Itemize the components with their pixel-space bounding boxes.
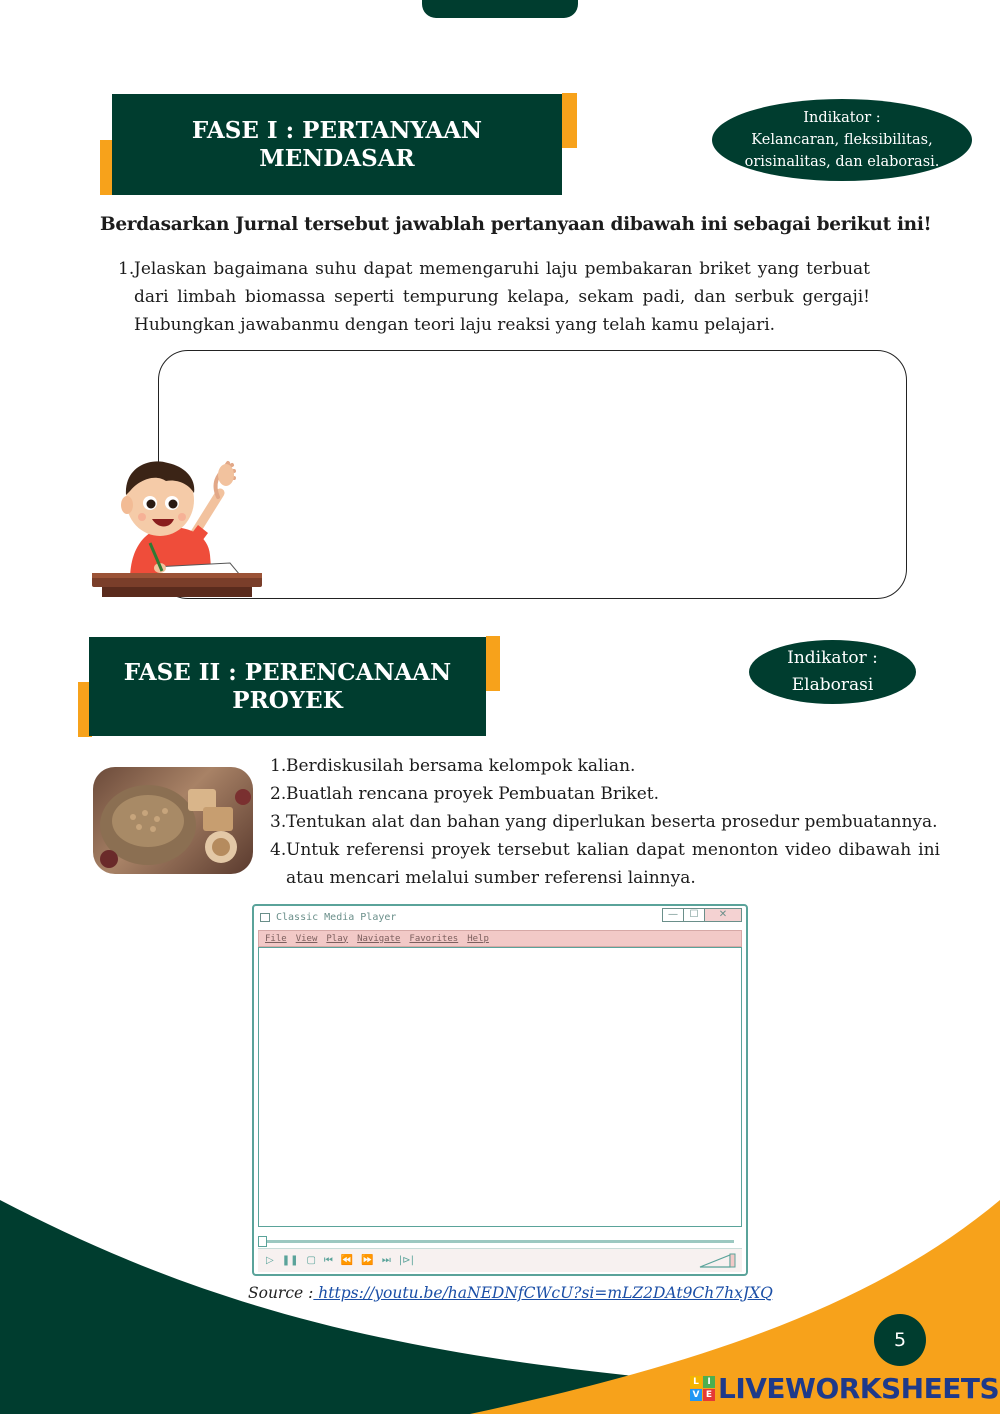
phase2-indicator-badge xyxy=(749,640,916,704)
task-item-1 xyxy=(270,752,940,780)
phase2-title-line1: FASE II : PERENCANAAN xyxy=(123,658,452,686)
seek-handle[interactable] xyxy=(258,1236,267,1247)
task-item-4 xyxy=(270,836,940,892)
liveworksheets-blocks-icon xyxy=(690,1376,715,1401)
source-label: Source : xyxy=(248,1284,314,1302)
fast-forward-icon[interactable]: ⏩ xyxy=(361,1255,374,1266)
task-list xyxy=(270,752,940,892)
phase2-title-line2: PROYEK xyxy=(232,686,343,714)
skip-forward-icon[interactable]: ⏭ xyxy=(381,1255,391,1266)
phase2-indicator-label: Indikator : xyxy=(787,648,878,668)
task-item-3 xyxy=(270,808,940,836)
phase1-title-line2: MENDASAR xyxy=(259,144,415,172)
video-screen[interactable] xyxy=(258,947,742,1227)
frame-step-icon[interactable]: |⊳| xyxy=(398,1255,414,1266)
player-controls xyxy=(258,1248,742,1272)
menu-favorites[interactable]: Favorites xyxy=(409,933,459,944)
phase1-indicator-badge xyxy=(712,99,972,181)
question-1-number: 1. xyxy=(118,259,135,279)
liveworksheets-wordmark: LIVEWORKSHEETS xyxy=(718,1372,1000,1405)
answer-box-question-1[interactable] xyxy=(158,350,907,599)
logo-letter: V xyxy=(690,1389,702,1401)
player-title: Classic Media Player xyxy=(276,911,397,923)
phase1-title-line1: FASE I : PERTANYAAN xyxy=(191,116,483,144)
logo-letter: E xyxy=(703,1389,715,1401)
top-tab-decoration xyxy=(422,0,578,18)
close-button[interactable]: ✕ xyxy=(704,908,742,922)
stop-icon[interactable]: ▢ xyxy=(306,1255,316,1266)
liveworksheets-logo xyxy=(690,1372,999,1405)
phase2-banner xyxy=(78,636,500,737)
task-item-2 xyxy=(270,780,940,808)
menu-help[interactable]: Help xyxy=(467,933,489,944)
media-player xyxy=(252,904,748,1276)
menu-file[interactable]: File xyxy=(265,933,287,944)
player-app-icon xyxy=(260,913,270,922)
phase1-banner xyxy=(100,93,578,196)
skip-back-icon[interactable]: ⏮ xyxy=(323,1255,333,1266)
pause-icon[interactable]: ❚❚ xyxy=(281,1255,299,1266)
briket-photo xyxy=(93,767,253,874)
task-text: Tentukan alat dan bahan yang diperlukan beserta prosedur pembuatannya. xyxy=(286,812,938,832)
phase1-indicator-line2: orisinalitas, dan elaborasi. xyxy=(744,154,940,170)
play-icon[interactable]: ▷ xyxy=(266,1255,274,1266)
task-text: Untuk referensi proyek tersebut kalian dapat menonton video dibawah ini atau mencari melalui sumber referensi lainnya. xyxy=(286,840,940,888)
menu-play[interactable]: Play xyxy=(326,933,349,944)
instruction-text: Berdasarkan Jurnal tersebut jawablah pertanyaan dibawah ini sebagai berikut ini! xyxy=(100,214,932,235)
task-text: Buatlah rencana proyek Pembuatan Briket. xyxy=(286,784,660,804)
player-window-buttons xyxy=(663,908,742,922)
task-number: 4. xyxy=(270,840,287,860)
phase1-indicator-line1: Kelancaran, fleksibilitas, xyxy=(751,132,933,148)
logo-letter: L xyxy=(690,1376,702,1388)
logo-letter: I xyxy=(703,1376,715,1388)
rewind-icon[interactable]: ⏪ xyxy=(340,1255,354,1266)
menu-view[interactable]: View xyxy=(295,933,318,944)
task-text: Berdiskusilah bersama kelompok kalian. xyxy=(286,756,636,776)
maximize-button[interactable]: ☐ xyxy=(683,908,705,922)
seek-bar[interactable] xyxy=(262,1240,734,1243)
phase1-indicator-label: Indikator : xyxy=(803,110,881,126)
question-1 xyxy=(118,255,870,339)
task-number: 1. xyxy=(270,756,287,776)
player-menubar xyxy=(258,930,742,947)
phase2-indicator-value: Elaborasi xyxy=(791,675,874,695)
page-number-badge: 5 xyxy=(874,1314,926,1366)
task-number: 2. xyxy=(270,784,287,804)
source-citation xyxy=(248,1284,773,1302)
question-1-text: Jelaskan bagaimana suhu dapat memengaruhi laju pembakaran briket yang terbuat dari limbah biomassa seperti tempurung kelapa, sekam padi, dan serbuk gergaji! Hubungkan jawabanmu dengan teori laju reaksi yang telah kamu pelajari. xyxy=(134,259,870,335)
menu-navigate[interactable]: Navigate xyxy=(357,933,401,944)
student-illustration xyxy=(90,455,265,605)
volume-icon[interactable] xyxy=(698,1252,738,1268)
source-link[interactable]: https://youtu.be/haNEDNfCWcU?si=mLZ2DAt9Ch7hxJXQ xyxy=(313,1284,773,1302)
minimize-button[interactable]: — xyxy=(662,908,684,922)
task-number: 3. xyxy=(270,812,287,832)
